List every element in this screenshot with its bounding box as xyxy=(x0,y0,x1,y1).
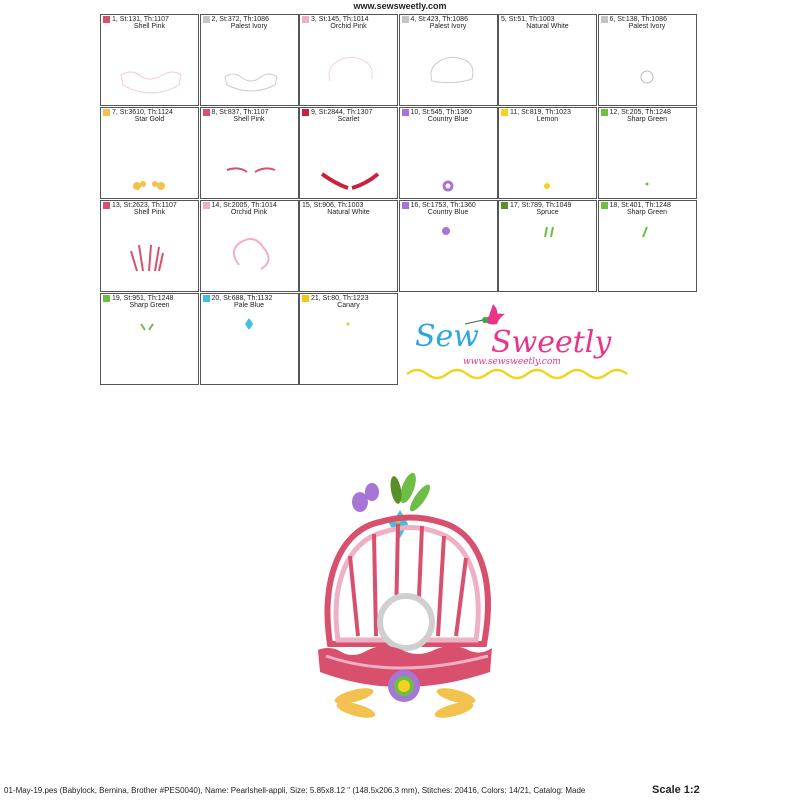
color-cell xyxy=(200,200,299,292)
color-cell xyxy=(299,293,398,385)
color-name: Orchid Pink xyxy=(330,23,367,30)
color-line-text: 3, St:145, Th:1014 xyxy=(311,16,369,23)
color-line-text: 15, St:906, Th:1003 xyxy=(302,202,364,209)
color-line-text: 8, St:837, Th:1107 xyxy=(211,109,269,116)
color-cell xyxy=(200,293,299,385)
logo-word-sew: Sew xyxy=(415,319,479,354)
color-name: Pale Blue xyxy=(234,302,264,309)
color-cell xyxy=(299,200,398,292)
site-url[interactable]: www.sewsweetly.com xyxy=(353,1,447,11)
color-cell xyxy=(399,200,498,292)
color-cell xyxy=(200,107,299,199)
color-swatch xyxy=(402,202,409,209)
color-name: Lemon xyxy=(536,116,559,123)
color-line-text: 5, St:51, Th:1003 xyxy=(501,16,555,23)
color-name: Natural White xyxy=(327,209,370,216)
color-line-text: 13, St:2623, Th:1107 xyxy=(112,202,177,209)
color-line-text: 20, St:688, Th:1132 xyxy=(211,295,273,302)
scale-label: Scale 1:2 xyxy=(652,784,700,796)
color-line-text: 6, St:138, Th:1086 xyxy=(609,16,667,23)
color-cell xyxy=(100,200,199,292)
color-swatch xyxy=(601,109,608,116)
color-line-text: 18, St:401, Th:1248 xyxy=(609,202,671,209)
color-line-text: 7, St:3610, Th:1124 xyxy=(112,109,173,116)
pearl-shell-design xyxy=(300,460,510,732)
color-swatch xyxy=(302,295,309,302)
color-cell xyxy=(399,14,498,106)
color-cell xyxy=(299,14,398,106)
color-cell xyxy=(100,14,199,106)
color-line-text: 19, St:951, Th:1248 xyxy=(112,295,174,302)
color-swatch xyxy=(302,16,309,23)
color-swatch xyxy=(203,109,210,116)
sew-sweetly-logo xyxy=(405,294,630,390)
color-name: Shell Pink xyxy=(133,209,166,216)
color-swatch xyxy=(601,202,608,209)
color-cell xyxy=(299,107,398,199)
color-cell xyxy=(100,293,199,385)
logo-url: www.sewsweetly.com xyxy=(463,357,561,367)
color-swatch xyxy=(302,109,309,116)
logo-swirl xyxy=(407,370,627,378)
color-name: Canary xyxy=(337,302,360,309)
pearl xyxy=(380,596,432,648)
color-line-text: 4, St:423, Th:1086 xyxy=(410,16,468,23)
color-swatch xyxy=(103,16,110,23)
color-name: Shell Pink xyxy=(233,116,265,123)
color-cell xyxy=(399,107,498,199)
color-name: Natural White xyxy=(526,23,569,30)
color-cell xyxy=(100,107,199,199)
color-name: Country Blue xyxy=(427,209,469,216)
color-swatch xyxy=(203,16,210,23)
logo-word-sweetly: Sweetly xyxy=(491,325,612,360)
color-cell xyxy=(498,107,597,199)
color-name: Spruce xyxy=(536,209,559,216)
color-name: Sharp Green xyxy=(626,209,668,216)
color-cell xyxy=(598,107,697,199)
color-cell xyxy=(598,14,697,106)
color-name: Sharp Green xyxy=(129,302,170,309)
color-swatch xyxy=(402,16,409,23)
color-line-text: 11, St:819, Th:1023 xyxy=(510,109,571,116)
color-swatch xyxy=(103,109,110,116)
color-swatch xyxy=(103,202,110,209)
color-name: Sharp Green xyxy=(626,116,668,123)
color-line-text: 2, St:372, Th:1086 xyxy=(211,16,269,23)
design-info: 01-May-19.pes (Babylock, Bernina, Brother #PES0040), Name: Pearlshell-appli, Size: 5.85x8.12 " (148.5x206.3 mm), Stitches: 20416, Colors: 14/21, Catalog: Made xyxy=(4,786,586,795)
color-swatch xyxy=(203,202,210,209)
color-cell xyxy=(498,14,597,106)
color-cell xyxy=(598,200,697,292)
color-cell xyxy=(498,200,597,292)
color-line-text: 17, St:789, Th:1049 xyxy=(510,202,572,209)
color-line-text: 14, St:2005, Th:1014 xyxy=(211,202,277,209)
color-swatch xyxy=(501,202,508,209)
color-name: Country Blue xyxy=(427,116,469,123)
color-name: Palest Ivory xyxy=(230,23,268,30)
color-line-text: 9, St:2844, Th:1307 xyxy=(311,109,373,116)
color-cell xyxy=(200,14,299,106)
color-line-text: 10, St:545, Th:1360 xyxy=(410,109,472,116)
color-swatch xyxy=(402,109,409,116)
color-name: Palest Ivory xyxy=(628,23,666,30)
color-line-text: 1, St:131, Th:1107 xyxy=(112,16,169,23)
color-name: Shell Pink xyxy=(133,23,166,30)
color-swatch xyxy=(103,295,110,302)
color-line-text: 12, St:205, Th:1248 xyxy=(609,109,671,116)
color-line-text: 16, St:1753, Th:1360 xyxy=(410,202,476,209)
color-name: Scarlet xyxy=(337,116,360,123)
color-name: Palest Ivory xyxy=(429,23,467,30)
color-name: Star Gold xyxy=(134,116,165,123)
color-swatch xyxy=(501,109,508,116)
color-swatch xyxy=(601,16,608,23)
color-line-text: 21, St:80, Th:1223 xyxy=(311,295,369,302)
color-name: Orchid Pink xyxy=(230,209,268,216)
color-swatch xyxy=(203,295,210,302)
